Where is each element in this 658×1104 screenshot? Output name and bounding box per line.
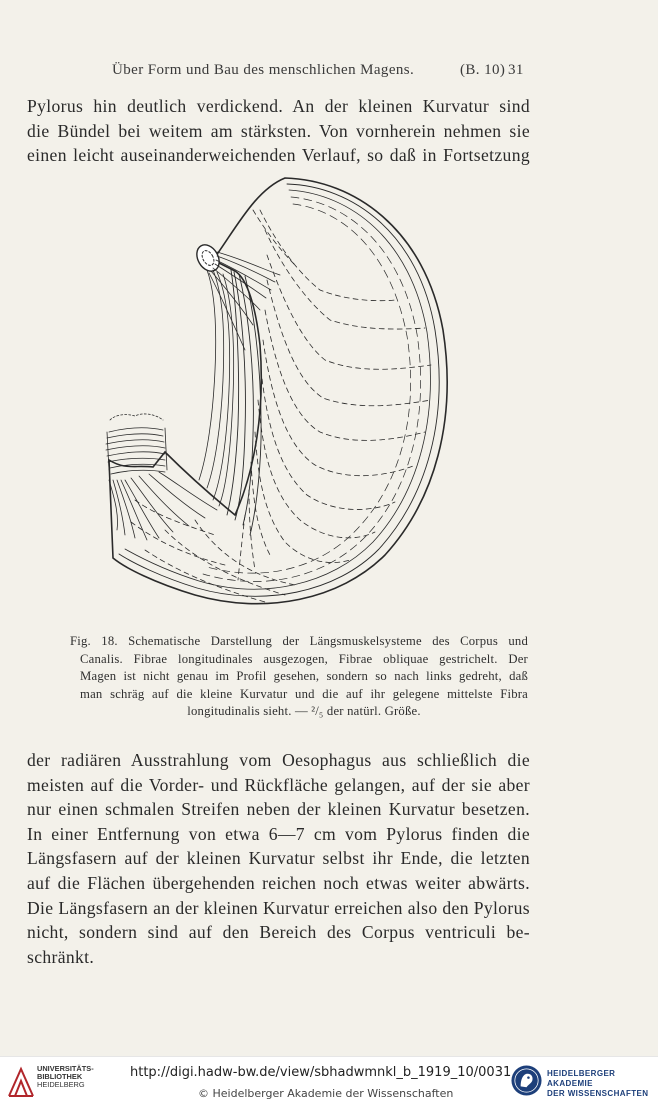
- ub-name-line: HEIDELBERG: [37, 1080, 85, 1090]
- text-line: Längsfasern auf der kleinen Kurvatur selbst ihr Ende, die letzten: [27, 848, 530, 869]
- permalink-url[interactable]: http://digi.hadw-bw.de/view/sbhadwmnkl_b_1919_10/0031: [130, 1065, 512, 1080]
- running-head-ref: (B. 10): [460, 62, 506, 78]
- viewer-footer: [0, 1056, 658, 1104]
- text-line: Pylorus hin deutlich verdickend. An der kleinen Kurvatur sind: [27, 96, 530, 116]
- ub-name-line: BIBLIOTHEK: [37, 1072, 83, 1082]
- text-line: nicht, sondern sind auf den Bereich des Corpus ventriculi be-: [27, 922, 530, 943]
- text-line: Die Längsfasern an der kleinen Kurvatur erreichen also den Pylorus: [27, 897, 530, 918]
- caption-line: Magen ist nicht genau im Profil gesehen, sondern so nach links gedreht, daß: [80, 669, 528, 684]
- caption-line: longitudinalis sieht. — ²/₅ der natürl. Größe.: [187, 704, 421, 719]
- university-library-logo-icon: [6, 1065, 36, 1099]
- text-line: einen leicht auseinanderweichenden Verlauf, so daß in Fortsetzung: [27, 145, 530, 166]
- paragraph-bottom: [27, 748, 530, 969]
- text-line: In einer Entfernung von etwa 6—7 cm vom Pylorus finden die: [27, 823, 530, 844]
- ub-name-line: UNIVERSITÄTS-: [37, 1064, 94, 1073]
- caption-line: Canalis. Fibrae longitudinales ausgezogen, Fibrae obliquae gestrichelt. Der: [80, 651, 528, 666]
- academy-name-line: DER WISSENSCHAFTEN: [547, 1089, 649, 1098]
- stomach-figure: [95, 170, 455, 630]
- caption-line: Fig. 18. Schematische Darstellung der Längsmuskelsysteme des Corpus und: [70, 634, 528, 648]
- running-head-title: Über Form und Bau des menschlichen Magens.: [112, 62, 415, 78]
- page-number: 31: [508, 62, 524, 78]
- text-line: der radiären Ausstrahlung vom Oesophagus aus schließlich die: [27, 750, 530, 770]
- academy-name-line: HEIDELBERGER AKADEMIE: [547, 1069, 616, 1088]
- copyright-notice: © Heidelberger Akademie der Wissenschaften: [198, 1087, 454, 1100]
- caption-line: man schräg auf die kleine Kurvatur und die auf ihr gelegene mittelste Fibra: [80, 686, 528, 701]
- text-line: auf die Flächen übergehenden reichen noch etwas weiter abwärts.: [27, 872, 530, 893]
- text-line: meisten auf die Vorder- und Rückfläche gelangen, auf der sie aber: [27, 774, 530, 795]
- figure-caption: [70, 633, 528, 721]
- text-line: schränkt.: [27, 946, 95, 967]
- text-line: die Bündel bei weitem am stärksten. Von vornherein nehmen sie: [27, 120, 530, 141]
- text-line: nur einen schmalen Streifen neben der kleinen Kurvatur besetzen.: [27, 799, 530, 820]
- academy-seal-icon: [510, 1064, 543, 1097]
- paragraph-top: [27, 94, 530, 168]
- university-library-name: [37, 1065, 94, 1090]
- academy-name: [547, 1069, 658, 1099]
